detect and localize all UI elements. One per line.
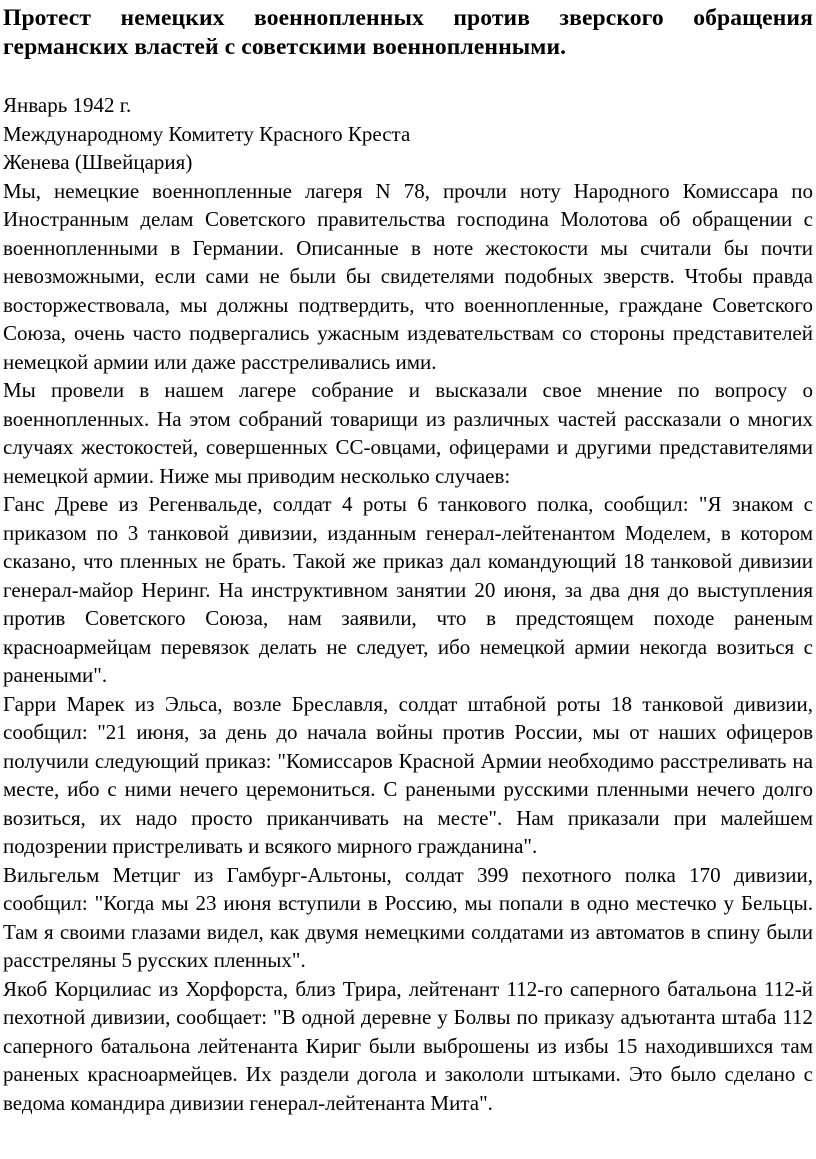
paragraph-intro: Мы, немецкие военнопленные лагеря N 78, прочли ноту Народного Комиссара по Иностранным делам Советского правительства господина Молотова об обращении с военнопленными в Германии. Описанные в ноте жестокости мы считали бы почти невозможными, если сами не были бы свидетелями подобных зверств. Чтобы правда восторжествовала, мы должны подтвердить, что военнопленные, граждане Советского Союза, очень часто подвергались ужасным издевательствам со стороны представителей немецкой армии или даже расстреливались ими. [3,178,813,374]
paragraph-testimony-marek: Гарри Марек из Эльса, возле Бреславля, солдат штабной роты 18 танковой дивизии, сообщил: "21 июня, за день до начала войны против России, мы от наших офицеров получили следующий приказ: "Комиссаров Красной Армии необходимо расстреливать на месте, ибо с ними нечего церемониться. С ранеными русскими пленными нечего долго возиться, их надо просто приканчивать на месте". Нам приказали при малейшем подозрении пристреливать и всякого мирного гражданина". [3,691,813,858]
paragraph-testimony-drewe: Ганс Древе из Регенвальде, солдат 4 роты 6 танкового полка, сообщил: "Я знаком с приказом по 3 танковой дивизии, изданным генерал-лейтенантом Моделем, в котором сказано, что пленных не брать. Такой же приказ дал командующий 18 танковой дивизии генерал-майор Неринг. На инструктивном занятии 20 июня, за два дня до выступления против Советского Союза, нам заявили, что в предстоящем походе раненым красноармейцам перевязок делать не следует, ибо немецкой армии некогда возиться с ранеными". [3,492,813,687]
document-addressee: Международному Комитету Красного Креста [3,121,411,146]
paragraph-testimony-korzilias: Якоб Корцилиас из Хорфорста, близ Трира, лейтенант 112-го саперного батальона 112-й пехотной дивизии, сообщает: "В одной деревне у Болвы по приказу адъютанта штаба 112 саперного батальона лейтенанта Кириг были выброшены из избы 15 находившихся там раненых красноармейцев. Их раздели догола и закололи штыками. Это было сделано с ведома командира дивизии генерал-лейтенанта Мита". [3,976,813,1115]
document-location: Женева (Швейцария) [3,150,193,174]
paragraph-testimony-metzig: Вильгельм Метциг из Гамбург-Альтоны, солдат 399 пехотного полка 170 дивизии, сообщил: "Когда мы 23 июня вступили в Россию, мы попали в одно местечко у Бельцы. Там я своими глазами видел, как двумя немецкими солдатами из автоматов в спину были расстреляны 5 русских пленных". [3,862,813,972]
document-title: Протест немецких военнопленных против зверского обращения германских властей с советскими военнопленными. [3,5,813,60]
document-date: Январь 1942 г. [3,93,132,117]
paragraph-meeting: Мы провели в нашем лагере собрание и высказали свое мнение по вопросу о военнопленных. На этом собраний товарищи из различных частей рассказали о многих случаях жестокостей, совершенных СС-овцами, офицерами и другими представителями немецкой армии. Ниже мы приводим несколько случаев: [3,378,813,488]
title-spacer [3,62,813,91]
